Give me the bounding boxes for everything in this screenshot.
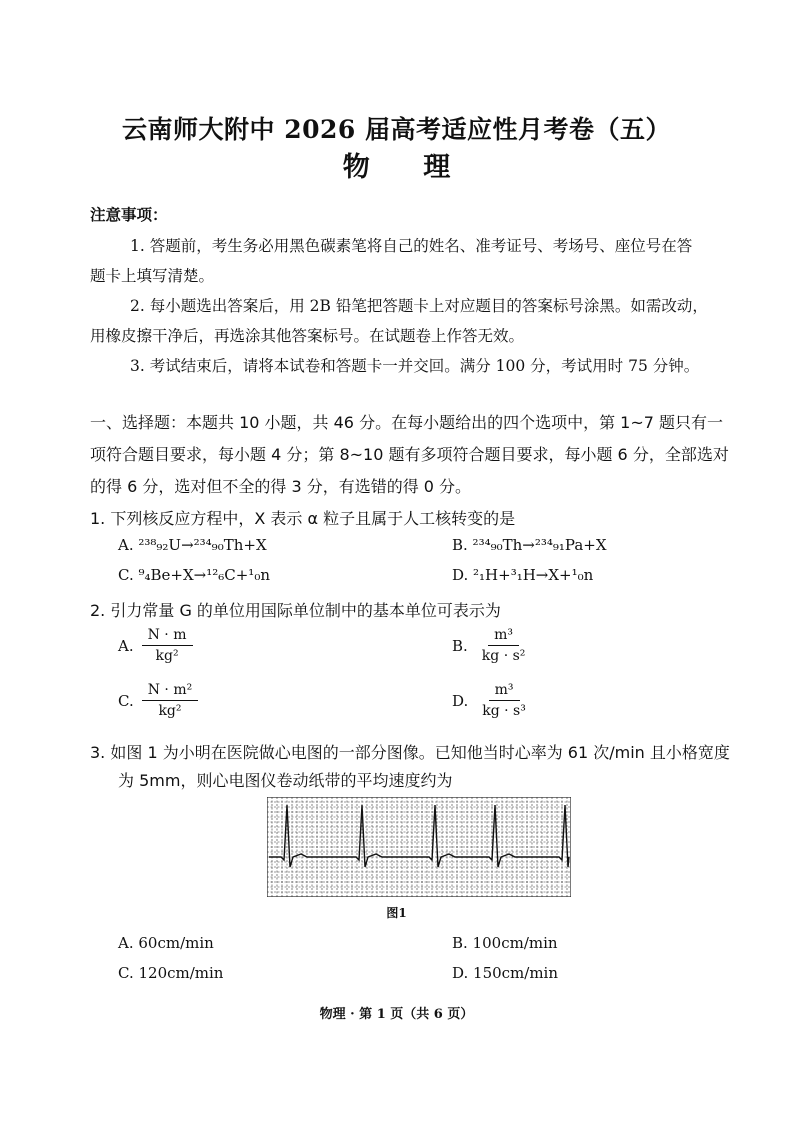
option-a-fraction xyxy=(142,627,193,664)
figure-1-caption: 图1 xyxy=(386,906,407,920)
question-1-option-c: C. ⁹₄Be+X→¹²₆C+¹₀n xyxy=(118,566,270,584)
section-1-line-2: 项符合题目要求，每小题 4 分；第 8~10 题有多项符合题目要求，每小题 6 分，全部选对 xyxy=(90,445,729,464)
question-1-option-a: A. ²³⁸₉₂U→²³⁴₉₀Th+X xyxy=(118,536,267,554)
notice-item-3: 3. 考试结束后，请将本试卷和答题卡一并交回。满分 100 分，考试用时 75 分钟。 xyxy=(130,357,700,375)
question-3-stem-line-2: 为 5mm，则心电图仪卷动纸带的平均速度约为 xyxy=(118,771,453,790)
option-c-denominator: kg² xyxy=(158,703,182,719)
question-2-option-c xyxy=(118,682,198,719)
question-3-option-c: C. 120cm/min xyxy=(118,964,224,982)
question-2-option-a xyxy=(118,627,193,664)
question-3-option-d: D. 150cm/min xyxy=(452,964,559,982)
option-b-label: B. xyxy=(452,636,468,655)
page-footer: 物理 · 第 1 页（共 6 页） xyxy=(319,1007,474,1022)
question-2-option-b xyxy=(452,627,531,664)
question-2-stem: 2. 引力常量 G 的单位用国际单位制中的基本单位可表示为 xyxy=(90,601,501,620)
option-d-label: D. xyxy=(452,691,469,710)
notice-item-2-line-1: 2. 每小题选出答案后，用 2B 铅笔把答题卡上对应题目的答案标号涂黑。如需改动， xyxy=(130,297,708,315)
option-d-fraction xyxy=(476,682,532,719)
option-a-label: A. xyxy=(118,636,134,655)
subject-title: 物 理 xyxy=(342,152,473,183)
question-3-option-a: A. 60cm/min xyxy=(118,934,214,952)
option-c-numerator: N · m² xyxy=(142,682,199,701)
ecg-figure xyxy=(267,797,571,897)
notice-item-1-line-1: 1. 答题前，考生务必用黑色碳素笔将自己的姓名、准考证号、考场号、座位号在答 xyxy=(130,237,693,255)
question-1-option-b: B. ²³⁴₉₀Th→²³⁴₉₁Pa+X xyxy=(452,536,607,554)
option-c-label: C. xyxy=(118,691,134,710)
option-d-denominator: kg · s³ xyxy=(482,703,526,719)
question-1-stem: 1. 下列核反应方程中，X 表示 α 粒子且属于人工核转变的是 xyxy=(90,509,516,528)
option-b-numerator: m³ xyxy=(488,627,519,646)
question-1-option-d: D. ²₁H+³₁H→X+¹₀n xyxy=(452,566,594,584)
option-a-denominator: kg² xyxy=(155,648,179,664)
question-3-option-b: B. 100cm/min xyxy=(452,934,558,952)
question-3-stem-line-1: 3. 如图 1 为小明在医院做心电图的一部分图像。已知他当时心率为 61 次/min 且小格宽度 xyxy=(90,743,730,762)
option-a-numerator: N · m xyxy=(142,627,193,646)
notice-item-1-line-2: 题卡上填写清楚。 xyxy=(90,267,215,285)
option-b-denominator: kg · s² xyxy=(481,648,526,664)
notice-heading: 注意事项： xyxy=(90,205,168,224)
option-c-fraction xyxy=(142,682,199,719)
option-d-numerator: m³ xyxy=(489,682,520,701)
option-b-fraction xyxy=(476,627,532,664)
section-1-line-3: 的得 6 分，选对但不全的得 3 分，有选错的得 0 分。 xyxy=(90,477,472,496)
question-2-option-d xyxy=(452,682,532,719)
section-1-line-1: 一、选择题：本题共 10 小题，共 46 分。在每小题给出的四个选项中，第 1~7 题只有一 xyxy=(90,413,724,432)
exam-title: 云南师大附中 2026 届高考适应性月考卷（五） xyxy=(122,115,671,144)
notice-item-2-line-2: 用橡皮擦干净后，再选涂其他答案标号。在试题卷上作答无效。 xyxy=(90,327,525,345)
